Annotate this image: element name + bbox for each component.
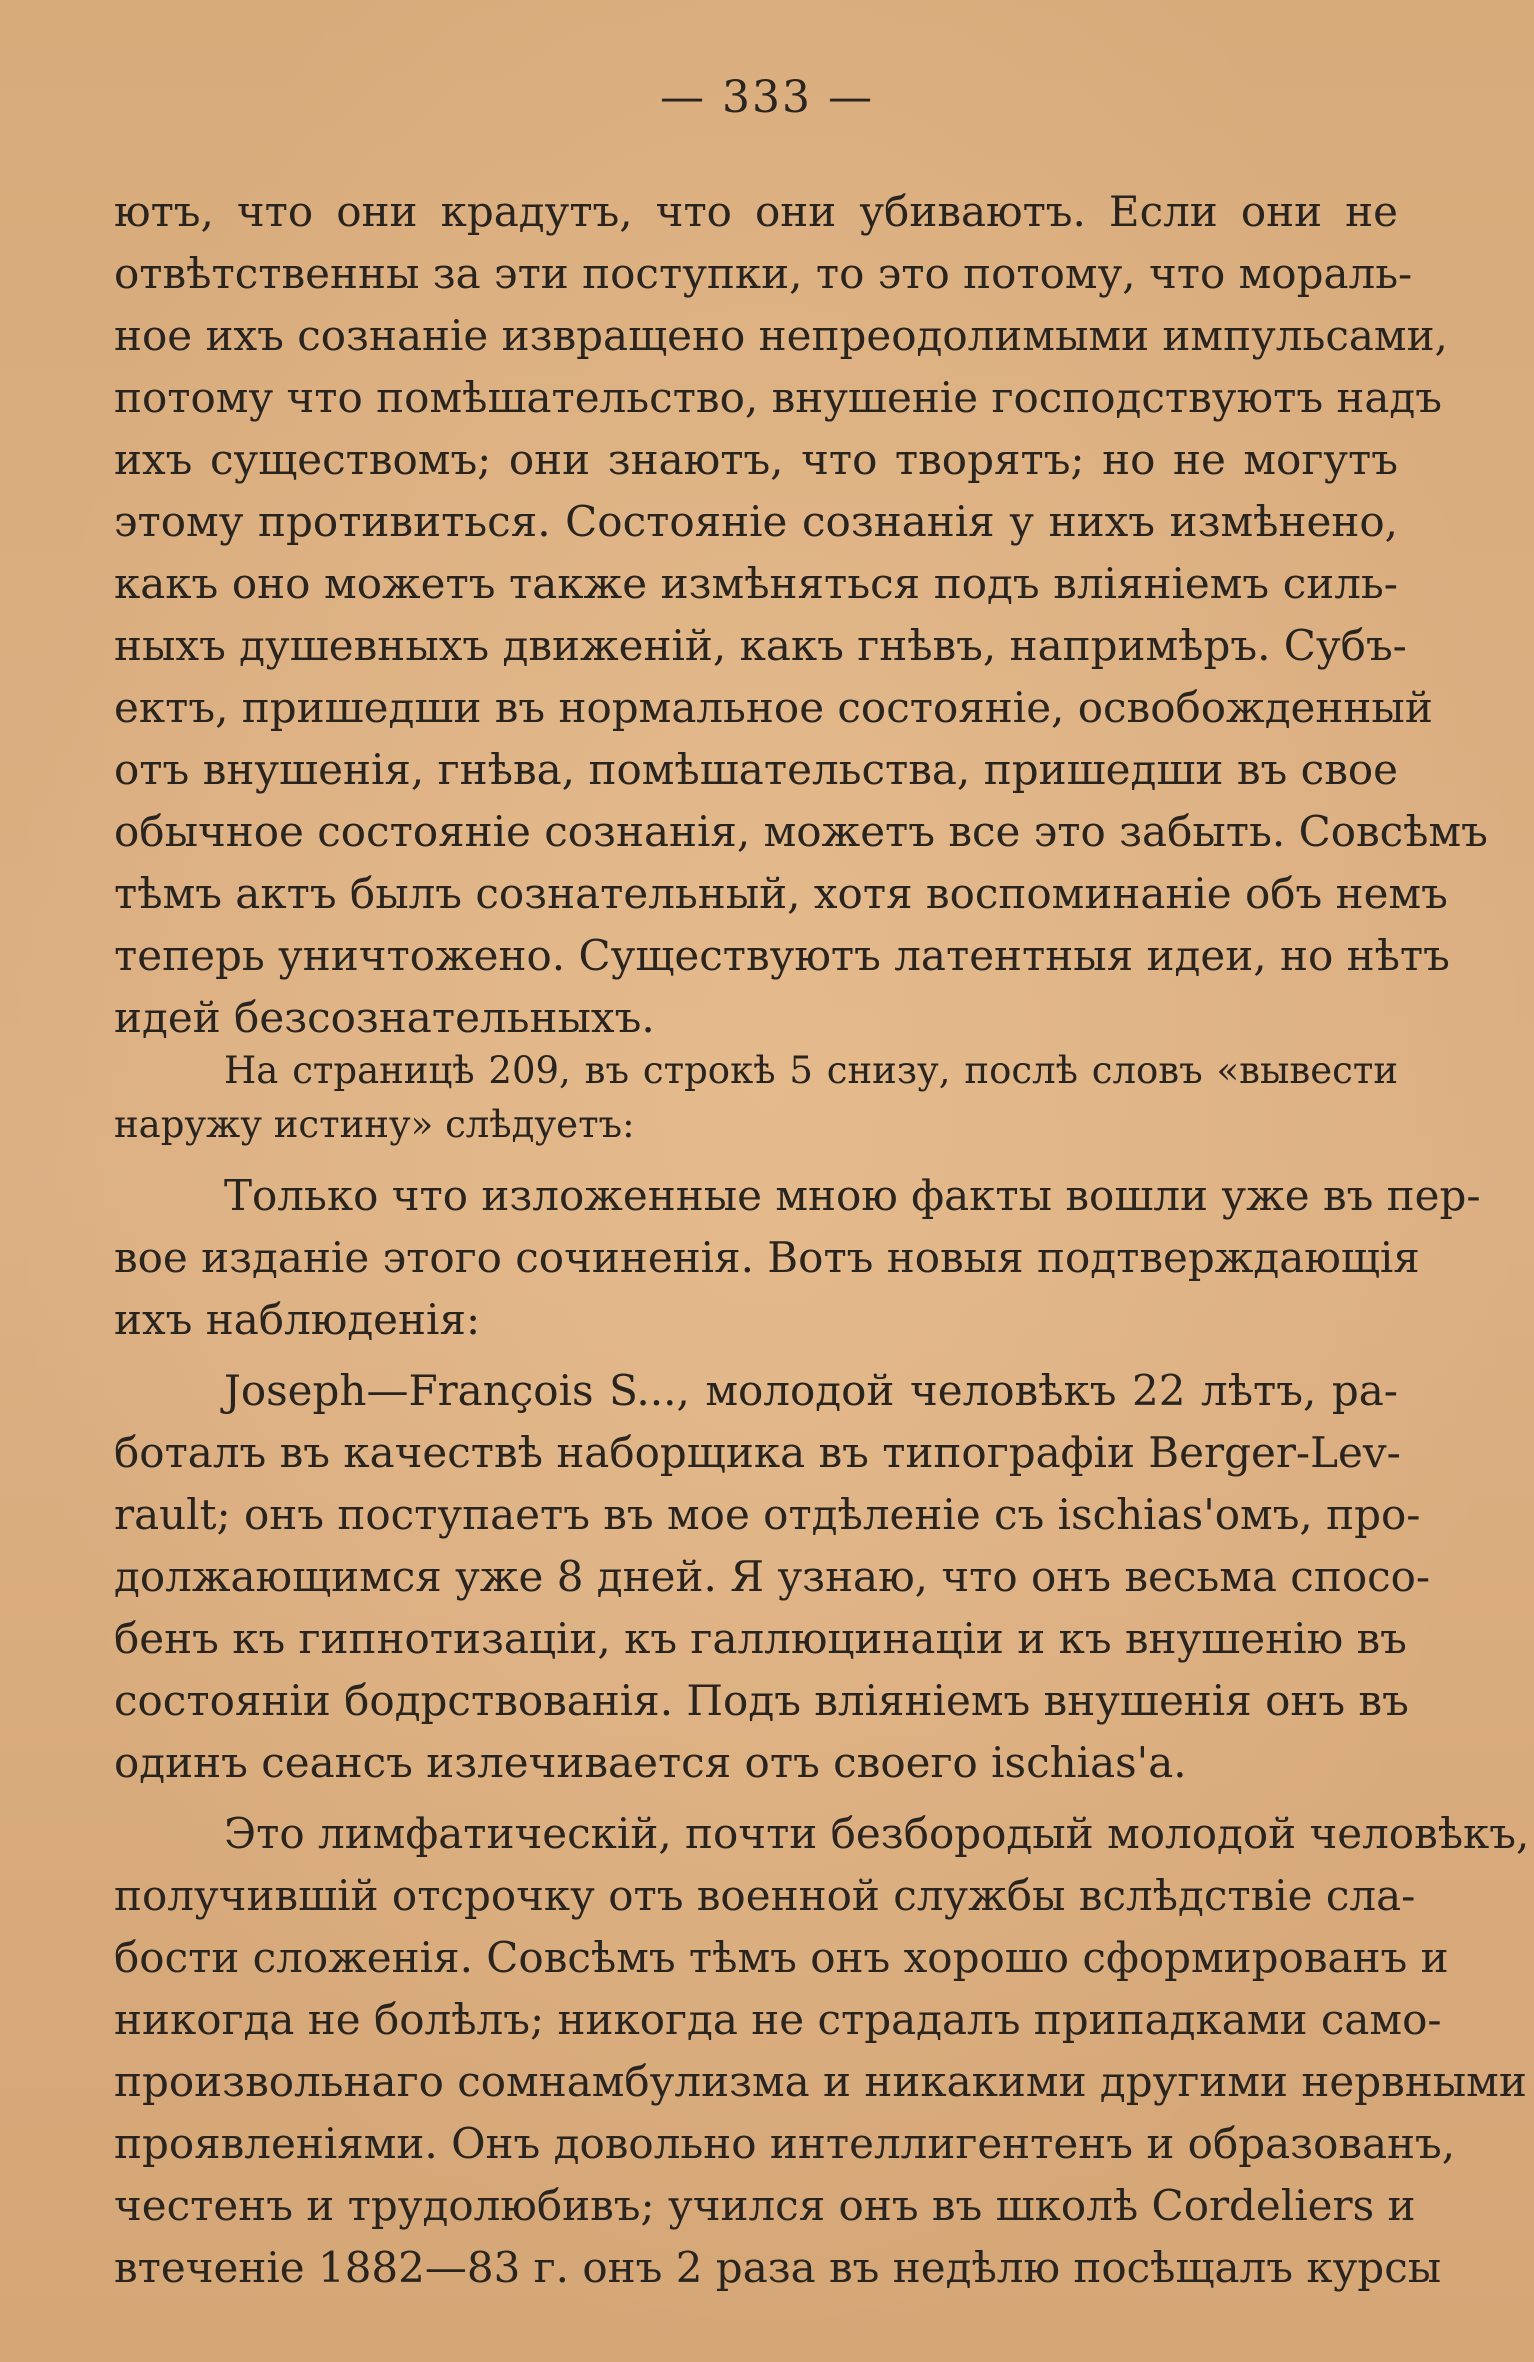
text-line: Это лимфатическій, почти безбородый молодой человѣкъ, [224, 1809, 1530, 1858]
text-line: произвольнаго сомнамбулизма и никакими другими нервными [114, 2057, 1527, 2106]
text-line: отвѣтственны за эти поступки, то это потому, что мораль- [114, 249, 1413, 298]
editorial-note [114, 1044, 1398, 1152]
text-line: никогда не болѣлъ; никогда не страдалъ припадками само- [114, 1995, 1442, 2044]
text-line: идей безсознательныхъ. [114, 993, 655, 1042]
text-line: какъ оно можетъ также измѣняться подъ вліяніемъ силь- [114, 559, 1398, 608]
text-line: получившій отсрочку отъ военной службы вслѣдствіе сла- [114, 1871, 1416, 1920]
text-line: проявленіями. Онъ довольно интеллигентенъ и образованъ, [114, 2119, 1456, 2168]
text-line: ютъ, что они крадутъ, что они убиваютъ. Если они не [114, 187, 1398, 236]
page-number: — 333 — [660, 72, 874, 123]
text-line: теперь уничтожено. Существуютъ латентныя идеи, но нѣтъ [114, 931, 1450, 980]
text-line: Joseph—François S..., молодой человѣкъ 22 лѣтъ, ра- [224, 1366, 1398, 1415]
text-line: ное ихъ сознаніе извращено непреодолимыми импульсами, [114, 311, 1448, 360]
text-line: ихъ наблюденія: [114, 1295, 481, 1344]
paragraph-case-joseph [114, 1360, 1431, 1794]
text-line: rault; онъ поступаетъ въ мое отдѣленіе съ ischias'омъ, про- [114, 1490, 1421, 1539]
text-line: ихъ существомъ; они знаютъ, что творятъ; но не могутъ [114, 435, 1398, 484]
text-line: должающимся уже 8 дней. Я узнаю, что онъ весьма спосо- [114, 1552, 1431, 1601]
text-line: бости сложенія. Совсѣмъ тѣмъ онъ хорошо сформированъ и [114, 1933, 1449, 1982]
text-line: состояніи бодрствованія. Подъ вліяніемъ внушенія онъ въ [114, 1676, 1409, 1725]
text-line: вое изданіе этого сочиненія. Вотъ новыя подтверждающія [114, 1233, 1420, 1282]
text-line: одинъ сеансъ излечивается отъ своего ischias'а. [114, 1738, 1187, 1787]
text-line: потому что помѣшательство, внушеніе господствуютъ надъ [114, 373, 1443, 422]
text-line: отъ внушенія, гнѣва, помѣшательства, пришедши въ свое [114, 745, 1398, 794]
text-line: бенъ къ гипнотизаціи, къ галлюцинаціи и къ внушенію въ [114, 1614, 1407, 1663]
text-line: ектъ, пришедши въ нормальное состояніе, освобожденный [114, 683, 1433, 732]
paragraph-description [114, 1803, 1530, 2299]
text-line: На страницѣ 209, въ строкѣ 5 снизу, послѣ словъ «вывести [224, 1049, 1398, 1092]
text-line: обычное состояніе сознанія, можетъ все это забыть. Совсѣмъ [114, 807, 1488, 856]
text-line: втеченіе 1882—83 г. онъ 2 раза въ недѣлю посѣщалъ курсы [114, 2243, 1442, 2292]
text-line: боталъ въ качествѣ наборщика въ типографіи Berger-Lev- [114, 1428, 1401, 1477]
text-line: наружу истину» слѣдуетъ: [114, 1103, 635, 1146]
text-line: ныхъ душевныхъ движеній, какъ гнѣвъ, напримѣръ. Субъ- [114, 621, 1407, 670]
paragraph-intro-observations [114, 1165, 1481, 1351]
text-line: этому противиться. Состояніе сознанія у нихъ измѣнено, [114, 497, 1398, 546]
text-line: честенъ и трудолюбивъ; учился онъ въ школѣ Cordeliers и [114, 2181, 1416, 2230]
text-line: Только что изложенные мною факты вошли уже въ пер- [224, 1171, 1481, 1220]
text-line: тѣмъ актъ былъ сознательный, хотя воспоминаніе объ немъ [114, 869, 1448, 918]
paragraph-continuation [114, 181, 1488, 1049]
